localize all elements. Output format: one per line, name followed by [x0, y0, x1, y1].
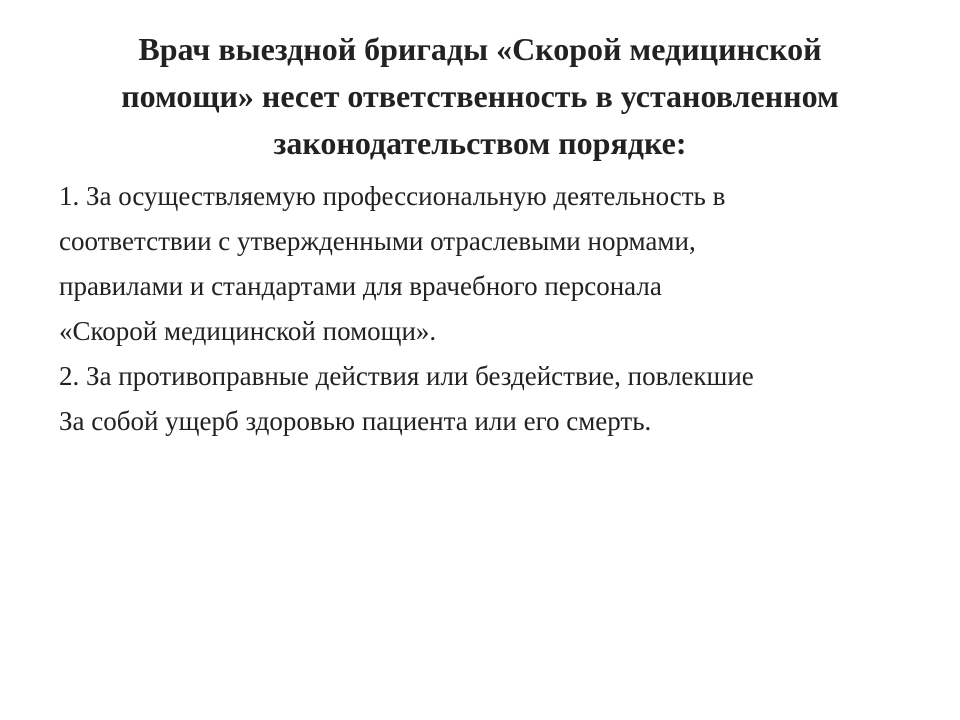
body-line-5: 2. За противоправные действия или бездействие, повлекшие	[59, 361, 754, 391]
title-line-1: Врач выездной бригады «Скорой медицинской	[138, 31, 822, 67]
body-line-4: «Скорой медицинской помощи».	[59, 316, 437, 346]
slide-title	[40, 26, 920, 167]
title-line-2: помощи» несет ответственность в установленном	[121, 78, 839, 114]
title-line-3: законодательством порядке:	[273, 125, 687, 161]
body-line-6: За собой ущерб здоровью пациента или его смерть.	[59, 406, 652, 436]
body-line-2: соответствии с утвержденными отраслевыми нормами,	[59, 226, 696, 256]
body-line-1: 1. За осуществляемую профессиональную деятельность в	[59, 181, 726, 211]
body-line-3: правилами и стандартами для врачебного персонала	[59, 271, 662, 301]
slide-body	[59, 174, 939, 444]
